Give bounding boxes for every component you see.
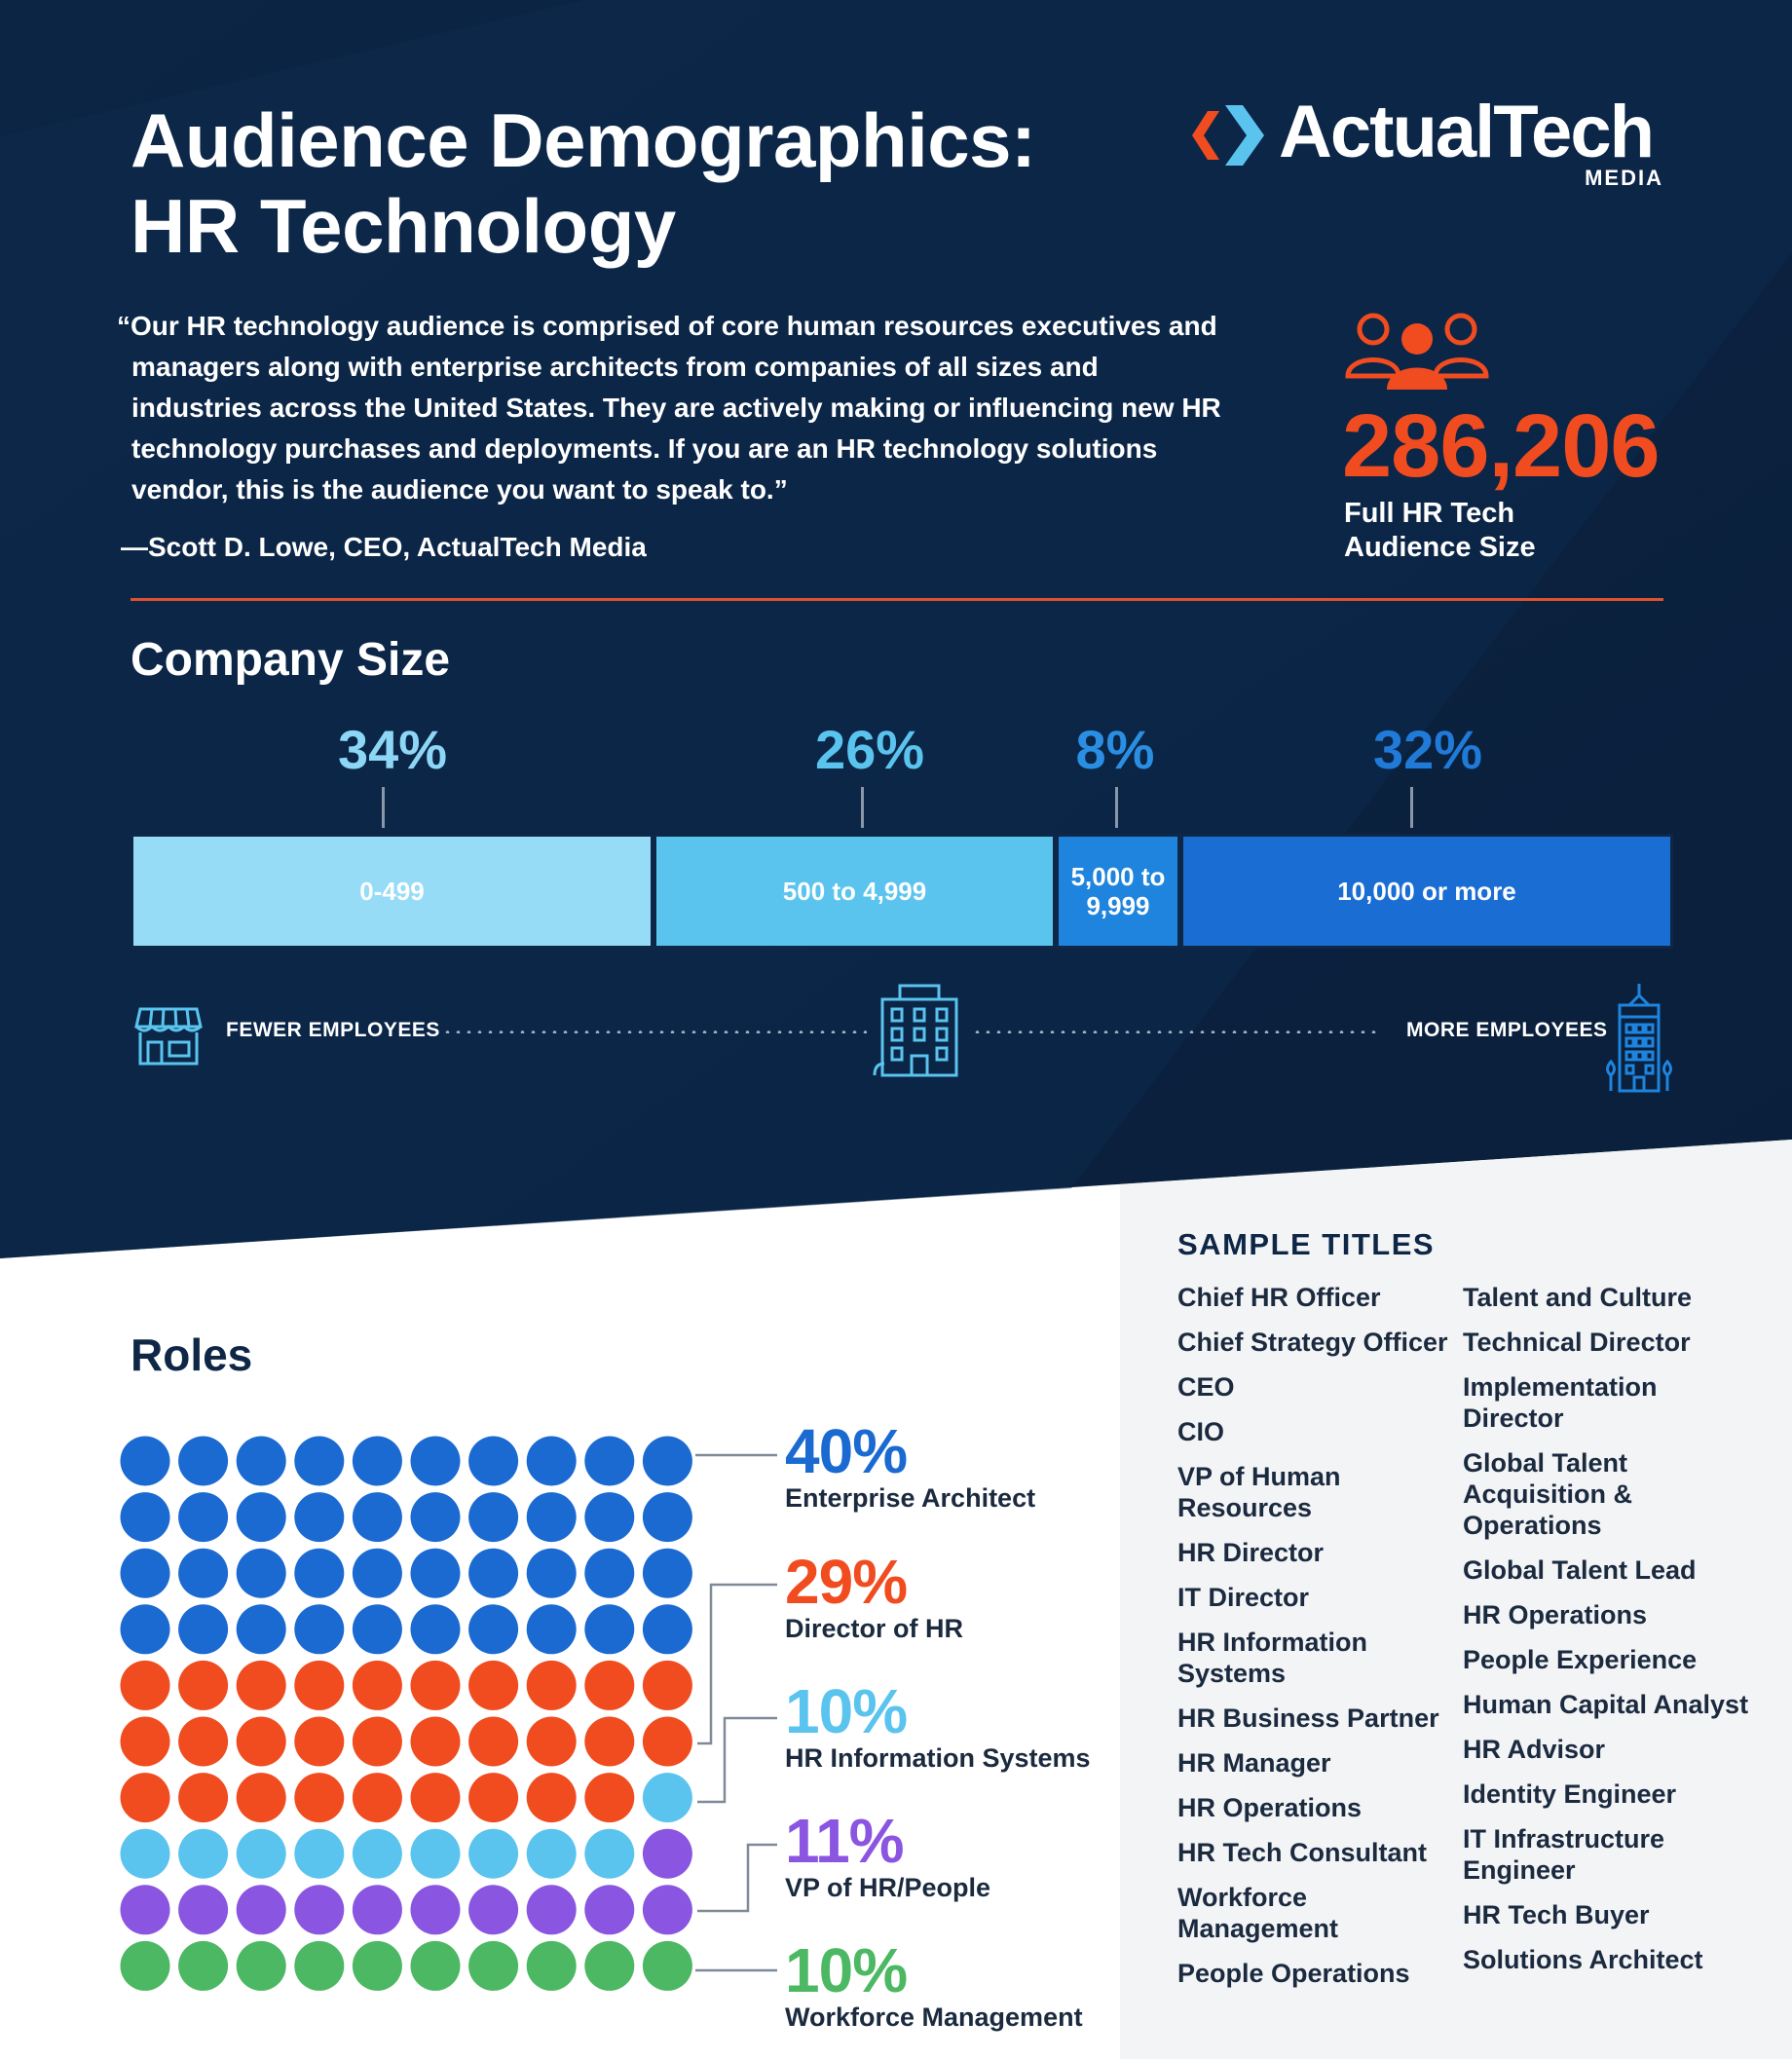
waffle-dot (178, 1492, 228, 1542)
pct-tick (1410, 787, 1413, 828)
sample-title-item: Chief Strategy Officer (1177, 1328, 1448, 1357)
audience-size-label (1344, 497, 1597, 565)
quote-attribution: —Scott D. Lowe, CEO, ActualTech Media (121, 532, 647, 562)
waffle-dot (411, 1885, 461, 1934)
waffle-dot (178, 1717, 228, 1767)
waffle-dot (294, 1661, 344, 1710)
waffle-dot (294, 1885, 344, 1934)
scale-dotted-line (972, 1030, 1381, 1033)
sample-title-item: Chief HR Officer (1177, 1283, 1381, 1312)
sample-title-item: Global Talent Lead (1463, 1555, 1697, 1585)
pct-tick (861, 787, 864, 828)
waffle-dot (584, 1492, 634, 1542)
waffle-dot (353, 1941, 402, 1991)
waffle-dot (353, 1549, 402, 1598)
waffle-dot (178, 1885, 228, 1934)
waffle-dot (237, 1941, 286, 1991)
waffle-dot (584, 1437, 634, 1486)
role-pct: 10% (785, 1935, 908, 2005)
sample-title-item: CEO (1177, 1372, 1235, 1402)
waffle-dot (468, 1549, 518, 1598)
audience-label-line-1: Full HR Tech (1344, 498, 1515, 529)
sample-titles-column-2 (1463, 1282, 1755, 1989)
sample-title-item: HR Advisor (1463, 1735, 1606, 1764)
role-pct: 11% (785, 1806, 904, 1876)
waffle-dot (468, 1773, 518, 1822)
waffle-dot (584, 1717, 634, 1767)
role-hr-information-systems (785, 1676, 1091, 1774)
waffle-dot (294, 1941, 344, 1991)
waffle-dot (237, 1829, 286, 1879)
waffle-dot (527, 1717, 577, 1767)
segment-10000-plus (1180, 834, 1673, 949)
waffle-dot (411, 1661, 461, 1710)
waffle-dot (178, 1549, 228, 1598)
sample-title-item: People Experience (1463, 1645, 1698, 1674)
sample-title-item: HR Operations (1177, 1793, 1363, 1822)
waffle-dot (468, 1941, 518, 1991)
waffle-dot (584, 1773, 634, 1822)
people-group-icon (1344, 308, 1490, 392)
role-label: Director of HR (785, 1614, 964, 1643)
pct-tick (1115, 787, 1118, 828)
waffle-dot (294, 1773, 344, 1822)
sample-title-item: Solutions Architect (1463, 1945, 1703, 1974)
waffle-dot (584, 1661, 634, 1710)
waffle-dot (294, 1717, 344, 1767)
role-label: VP of HR/People (785, 1873, 991, 1902)
sample-title-item: IT Director (1177, 1583, 1310, 1612)
waffle-dot (411, 1437, 461, 1486)
waffle-dot (468, 1437, 518, 1486)
sample-title-item: HR Manager (1177, 1748, 1331, 1778)
waffle-dot (237, 1549, 286, 1598)
title-line-2: HR Technology (131, 183, 676, 269)
sample-title-item: HR Director (1177, 1538, 1325, 1567)
waffle-dot (468, 1604, 518, 1654)
waffle-dot (294, 1492, 344, 1542)
logo-wordmark: ActualTech (1279, 91, 1654, 173)
waffle-dot (237, 1885, 286, 1934)
waffle-dot (121, 1885, 170, 1934)
page-title (131, 97, 1036, 269)
waffle-dot (468, 1717, 518, 1767)
waffle-dot (411, 1941, 461, 1991)
sample-title-item: Human Capital Analyst (1463, 1690, 1749, 1719)
waffle-dot (411, 1492, 461, 1542)
fewer-employees-label: FEWER EMPLOYEES (226, 1019, 440, 1041)
role-pct: 29% (785, 1547, 908, 1617)
sample-title-item: Identity Engineer (1463, 1779, 1677, 1809)
waffle-dot (411, 1604, 461, 1654)
waffle-dot (468, 1829, 518, 1879)
role-label: Workforce Management (785, 2003, 1083, 2032)
waffle-dot (353, 1437, 402, 1486)
waffle-dot (353, 1717, 402, 1767)
waffle-dot (353, 1885, 402, 1934)
storefront-icon (134, 1005, 203, 1067)
segment-label-line-2: 9,999 (1086, 891, 1150, 920)
sample-title-item: Talent and Culture (1463, 1283, 1693, 1312)
waffle-dot (121, 1717, 170, 1767)
waffle-dot (237, 1661, 286, 1710)
waffle-dot (584, 1549, 634, 1598)
waffle-dot (468, 1492, 518, 1542)
waffle-dot (584, 1941, 634, 1991)
waffle-dot (584, 1604, 634, 1654)
role-label: HR Information Systems (785, 1743, 1091, 1773)
waffle-dot (294, 1549, 344, 1598)
waffle-dot (178, 1604, 228, 1654)
waffle-dot (121, 1437, 170, 1486)
waffle-dot (237, 1717, 286, 1767)
waffle-dot (178, 1829, 228, 1879)
waffle-dot (353, 1829, 402, 1879)
skyscraper-icon (1603, 982, 1675, 1095)
waffle-dot (294, 1604, 344, 1654)
waffle-dot (121, 1941, 170, 1991)
audience-label-line-2: Audience Size (1344, 532, 1536, 563)
sample-title-item: HR Tech Buyer (1463, 1900, 1650, 1929)
segment-0-499 (131, 834, 653, 949)
waffle-dot (121, 1604, 170, 1654)
waffle-dot (353, 1492, 402, 1542)
quote-text: “Our HR technology audience is comprised of core human resources executives and managers along with enterprise architects from companies of all sizes and industries across the United States. They are actively making or influencing new HR technology purchases and deployments. If you are an HR technology solutions vendor, this is the audience you want to speak to.” (117, 311, 1221, 505)
waffle-dot (411, 1773, 461, 1822)
waffle-dot (527, 1829, 577, 1879)
waffle-dot (527, 1941, 577, 1991)
sample-title-item: Technical Director (1463, 1328, 1691, 1357)
sample-title-item: HR Information Systems (1177, 1628, 1367, 1688)
waffle-dot (527, 1773, 577, 1822)
waffle-dot (353, 1773, 402, 1822)
title-line-1: Audience Demographics: (131, 97, 1036, 183)
waffle-dot (121, 1829, 170, 1879)
waffle-dot (178, 1437, 228, 1486)
waffle-dot (294, 1829, 344, 1879)
sample-titles-heading: SAMPLE TITLES (1177, 1227, 1436, 1261)
sample-title-item: VP of Human Resources (1177, 1462, 1341, 1522)
segment-5000-9999 (1056, 834, 1180, 949)
waffle-dot (468, 1661, 518, 1710)
company-size-pct-500-4999: 26% (814, 719, 925, 780)
waffle-dot (527, 1549, 577, 1598)
waffle-dot (121, 1549, 170, 1598)
waffle-dot (353, 1604, 402, 1654)
ceo-quote (117, 306, 1227, 510)
waffle-dot (237, 1492, 286, 1542)
role-vp-of-hr (785, 1806, 991, 1903)
sample-title-item: People Operations (1177, 1959, 1410, 1988)
segment-label: 10,000 or more (1337, 877, 1516, 906)
segment-label-line-1: 5,000 to (1070, 862, 1166, 891)
waffle-dot (527, 1492, 577, 1542)
company-size-pct-5000-9999: 8% (1075, 719, 1155, 780)
segment-500-4999 (653, 834, 1056, 949)
waffle-dot (527, 1661, 577, 1710)
waffle-dot (527, 1885, 577, 1934)
sample-title-item: CIO (1177, 1417, 1225, 1446)
role-director-of-hr (785, 1547, 964, 1644)
waffle-dot (527, 1437, 577, 1486)
sample-title-item: HR Operations (1463, 1600, 1648, 1629)
pct-tick (382, 787, 385, 828)
role-pct: 10% (785, 1676, 908, 1746)
waffle-dot (527, 1604, 577, 1654)
sample-title-item: HR Business Partner (1177, 1703, 1439, 1733)
office-building-icon (873, 982, 966, 1077)
waffle-dot (178, 1773, 228, 1822)
sample-title-item: IT Infrastructure Engineer (1463, 1824, 1665, 1885)
waffle-dot (468, 1885, 518, 1934)
waffle-dot (178, 1661, 228, 1710)
role-label: Enterprise Architect (785, 1483, 1036, 1513)
roles-waffle-chart (119, 1435, 699, 1996)
section-divider (131, 598, 1663, 601)
sample-title-item: Global Talent Acquisition & Operations (1463, 1448, 1632, 1540)
waffle-dot (237, 1604, 286, 1654)
waffle-dot (121, 1492, 170, 1542)
logo-mark-icon (1186, 99, 1268, 171)
company-size-pct-0-499: 34% (337, 719, 448, 780)
role-enterprise-architect (785, 1416, 1036, 1514)
roles-heading: Roles (131, 1329, 253, 1380)
company-size-heading: Company Size (131, 634, 451, 686)
company-size-pct-10000-plus: 32% (1372, 719, 1483, 780)
waffle-dot (584, 1885, 634, 1934)
waffle-dot (237, 1773, 286, 1822)
waffle-dot (584, 1829, 634, 1879)
waffle-dot (411, 1717, 461, 1767)
role-pct: 40% (785, 1416, 908, 1486)
waffle-dot (178, 1941, 228, 1991)
sample-titles-column-1 (1177, 1282, 1460, 2003)
actualtech-logo (1186, 91, 1663, 193)
role-workforce-management (785, 1935, 1083, 2033)
segment-label: 0-499 (359, 877, 425, 906)
waffle-dot (353, 1661, 402, 1710)
logo-subtitle: MEDIA (1585, 166, 1663, 190)
waffle-dot (237, 1437, 286, 1486)
audience-size-value: 286,206 (1342, 396, 1660, 496)
sample-title-item: HR Tech Consultant (1177, 1838, 1427, 1867)
sample-title-item: Workforce Management (1177, 1883, 1339, 1943)
sample-title-item: Implementation Director (1463, 1372, 1658, 1433)
scale-dotted-line (442, 1030, 867, 1033)
waffle-dot (411, 1829, 461, 1879)
waffle-dot (121, 1661, 170, 1710)
segment-label: 500 to 4,999 (782, 877, 927, 906)
role-connector-lines (682, 1422, 789, 1987)
waffle-dot (121, 1773, 170, 1822)
waffle-dot (411, 1549, 461, 1598)
more-employees-label: MORE EMPLOYEES (1406, 1019, 1608, 1041)
waffle-dot (294, 1437, 344, 1486)
